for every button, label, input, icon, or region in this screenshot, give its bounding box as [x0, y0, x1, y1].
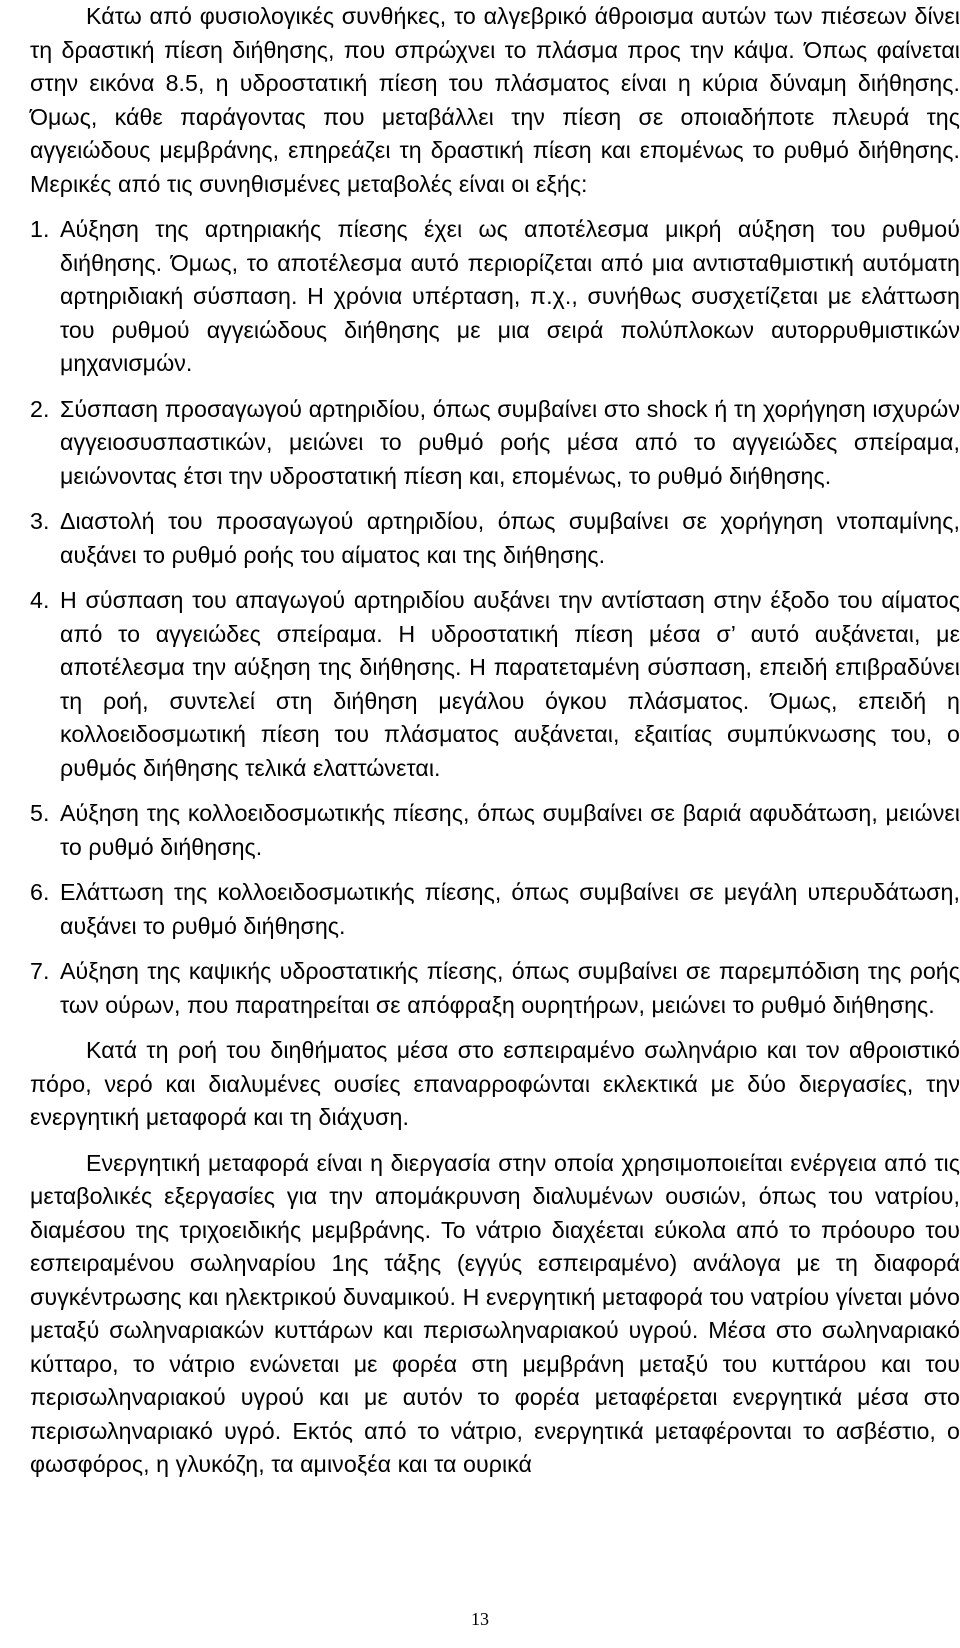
- list-item-number: 4.: [30, 587, 50, 613]
- spacer: [30, 943, 960, 955]
- list-item: [30, 584, 960, 785]
- list-item-number: 1.: [30, 216, 50, 242]
- list-item-text: Σύσπαση προσαγωγού αρτηριδίου, όπως συμβαίνει στο shock ή τη χορήγηση ισχυρών αγγειοσυσπαστικών, μειώνει το ρυθμό ροής μέσα από το αγγειώδες σπείραμα, μειώνοντας έτσι την υδροστατική πίεση και, επομένως, το ρυθμό διήθησης.: [60, 395, 960, 489]
- spacer: [30, 864, 960, 876]
- list-item-number: 5.: [30, 800, 50, 826]
- list-item: [30, 393, 960, 494]
- list-item: [30, 955, 960, 1022]
- list-item: [30, 876, 960, 943]
- page-number: 13: [471, 1609, 489, 1629]
- list-item-text: Η σύσπαση του απαγωγού αρτηριδίου αυξάνει την αντίσταση στην έξοδο του αίματος από το αγγειώδες σπείραμα. Η υδροστατική πίεση μέσα σ’ αυτό αυξάνεται, με αποτέλεσμα την αύξηση της διήθησης. Η παρατεταμένη σύσπαση, επειδή επιβραδύνει τη ροή, συντελεί στη διήθηση μεγάλου όγκου πλάσματος. Όμως, επειδή η κολλοειδοσμωτική πίεση του πλάσματος αυξάνεται, εξαιτίας συμπύκνωσης του, ο ρυθμός διήθησης τελικά ελαττώνεται.: [60, 587, 960, 781]
- list-item-number: 6.: [30, 879, 50, 905]
- list-item-number: 3.: [30, 508, 50, 534]
- document-page: [30, 0, 960, 1648]
- list-item-text: Διαστολή του προσαγωγού αρτηριδίου, όπως συμβαίνει σε χορήγηση ντοπαμίνης, αυξάνει το ρυθμό ροής του αίματος και της διήθησης.: [60, 508, 960, 568]
- reabsorption-paragraph: Κατά τη ροή του διηθήματος μέσα στο εσπειραμένο σωληνάριο και τον αθροιστικό πόρο, νερό και διαλυμένες ουσίες επαναρροφώνται εκλεκτικά με δύο διεργασίες, την ενεργητική μεταφορά και τη διάχυση.: [30, 1037, 960, 1130]
- spacer: [30, 1135, 960, 1147]
- list-item: [30, 797, 960, 864]
- spacer: [30, 785, 960, 797]
- list-item-text: Αύξηση της καψικής υδροστατικής πίεσης, όπως συμβαίνει σε παρεμπόδιση της ροής των ούρων, που παρατηρείται σε απόφραξη ουρητήρων, μειώνει το ρυθμό διήθησης.: [60, 958, 960, 1018]
- list-item-number: 7.: [30, 958, 50, 984]
- active-transport-paragraph: Ενεργητική μεταφορά είναι η διεργασία στην οποία χρησιμοποιείται ενέργεια από τις μεταβολικές εξεργασίες για την απομάκρυνση διαλυμένων ουσιών, όπως του νατρίου, διαμέσου της τριχοειδικής μεμβράνης. Το νάτριο διαχέεται εύκολα από το πρόουρο του εσπειραμένου σωληναρίου 1ης τάξης (εγγύς εσπειραμένο) ανάλογα με τη διαφορά συγκέντρωσης και ηλεκτρικού δυναμικού. Η ενεργητική μεταφορά του νατρίου γίνεται μόνο μεταξύ σωληναριακών κυττάρων και περισωληναριακού υγρού. Μέσα στο σωληναριακό κύτταρο, το νάτριο ενώνεται με φορέα στη μεμβράνη μεταξύ του κυττάρου και του περισωληναριακού υγρού και με αυτόν το φορέα μεταφέρεται ενεργητικά μέσα στο περισωληναριακό υγρό. Εκτός από το νάτριο, ενεργητικά μεταφέρονται το ασβέστιο, ο φωσφόρος, η γλυκόζη, τα αμινοξέα και τα ουρικά: [30, 1149, 960, 1477]
- intro-paragraph: Κάτω από φυσιολογικές συνθήκες, το αλγεβρικό άθροισμα αυτών των πιέσεων δίνει τη δραστική πίεση διήθησης, που σπρώχνει το πλάσμα προς την κάψα. Όπως φαίνεται στην εικόνα 8.5, η υδροστατική πίεση του πλάσματος είναι η κύρια δύναμη διήθησης. Όμως, κάθε παράγοντας που μεταβάλλει την πίεση σε οποιαδήποτε πλευρά της αγγειώδους μεμβράνης, επηρεάζει τη δραστική πίεση και επομένως το ρυθμό διήθησης. Μερικές από τις συνηθισμένες μεταβολές είναι οι εξής:: [30, 3, 960, 197]
- list-item-text: Αύξηση της αρτηριακής πίεσης έχει ως αποτέλεσμα μικρή αύξηση του ρυθμού διήθησης. Όμως, το αποτέλεσμα αυτό περιορίζεται από μια αντισταθμιστική αυτόματη αρτηριδιακή σύσπαση. Η χρόνια υπέρταση, π.χ., συνήθως συσχετίζεται με ελάττωση του ρυθμού αγγειώδους διήθησης με μια σειρά πολύπλοκων αυτορρυθμιστικών μηχανισμών.: [60, 216, 960, 376]
- spacer: [30, 201, 960, 213]
- list-item-text: Ελάττωση της κολλοειδοσμωτικής πίεσης, όπως συμβαίνει σε μεγάλη υπερυδάτωση, αυξάνει το ρυθμό διήθησης.: [60, 879, 960, 939]
- spacer: [30, 1022, 960, 1034]
- list-item: [30, 213, 960, 381]
- list-item: [30, 505, 960, 572]
- list-item-text: Αύξηση της κολλοειδοσμωτικής πίεσης, όπως συμβαίνει σε βαριά αφυδάτωση, μειώνει το ρυθμό διήθησης.: [60, 800, 960, 860]
- spacer: [30, 381, 960, 393]
- spacer: [30, 572, 960, 584]
- list-item-number: 2.: [30, 395, 50, 422]
- spacer: [30, 493, 960, 505]
